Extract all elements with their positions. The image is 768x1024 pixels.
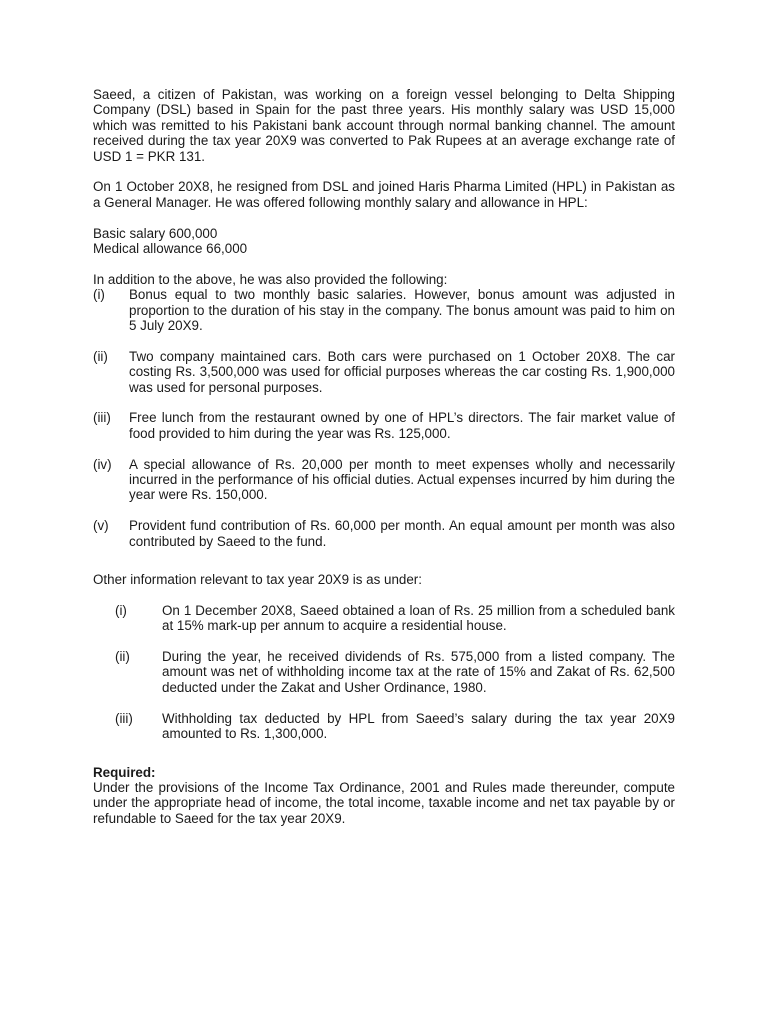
provided-item-iii xyxy=(93,410,675,441)
provided-item-iv xyxy=(93,457,675,503)
item-number: (i) xyxy=(115,602,127,618)
provided-intro: In addition to the above, he was also provided the following: xyxy=(93,271,448,287)
required-heading: Required: xyxy=(93,764,156,780)
document-page xyxy=(93,87,675,826)
item-text: Free lunch from the restaurant owned by one of HPL’s directors. The fair market value of food provided to him during the year was Rs. 125,000. xyxy=(129,410,675,441)
provided-item-v xyxy=(93,518,675,549)
provided-item-ii xyxy=(93,349,675,395)
provided-item-i xyxy=(93,287,675,333)
required-text: Under the provisions of the Income Tax Ordinance, 2001 and Rules made thereunder, compute under the appropriate head of income, the total income, taxable income and net tax payable by or refundable to Saeed for the tax year 20X9. xyxy=(93,779,675,826)
item-text: Withholding tax deducted by HPL from Saeed’s salary during the tax year 20X9 amounted to Rs. 1,300,000. xyxy=(162,710,675,742)
other-info-item-i xyxy=(93,603,675,634)
other-info-item-iii xyxy=(93,711,675,742)
other-info-heading: Other information relevant to tax year 20X9 is as under: xyxy=(93,572,422,588)
item-text: During the year, he received dividends of Rs. 575,000 from a listed company. The amount was net of withholding income tax at the rate of 15% and Zakat of Rs. 62,500 deducted under the Zakat and Usher Ordinance, 1980. xyxy=(162,649,675,695)
item-text: Provident fund contribution of Rs. 60,000 per month. An equal amount per month was also contributed by Saeed to the fund. xyxy=(129,518,675,549)
item-text: Bonus equal to two monthly basic salaries. However, bonus amount was adjusted in proportion to the duration of his stay in the company. The bonus amount was paid to him on 5 July 20X9. xyxy=(129,287,675,334)
other-info-item-ii xyxy=(93,649,675,695)
item-text: Two company maintained cars. Both cars were purchased on 1 October 20X8. The car costing Rs. 3,500,000 was used for official purposes whereas the car costing Rs. 1,900,000 was used for personal purposes. xyxy=(129,348,675,395)
intro-paragraph-2: On 1 October 20X8, he resigned from DSL and joined Haris Pharma Limited (HPL) in Pakistan as a General Manager. He was offered following monthly salary and allowance in HPL: xyxy=(93,179,675,210)
item-number: (ii) xyxy=(115,649,130,665)
item-text: A special allowance of Rs. 20,000 per month to meet expenses wholly and necessarily incurred in the performance of his official duties. Actual expenses incurred by him during the year were Rs. 150,000. xyxy=(129,456,675,503)
item-number: (v) xyxy=(93,518,109,534)
basic-salary-line: Basic salary 600,000 xyxy=(93,225,218,241)
item-text: On 1 December 20X8, Saeed obtained a loan of Rs. 25 million from a scheduled bank at 15% mark-up per annum to acquire a residential house. xyxy=(162,602,675,634)
item-number: (iv) xyxy=(93,456,112,472)
item-number: (i) xyxy=(93,287,105,303)
intro-paragraph-1: Saeed, a citizen of Pakistan, was working on a foreign vessel belonging to Delta Shipping Company (DSL) based in Spain for the past three years. His monthly salary was USD 15,000 which was remitted to his Pakistani bank account through normal banking channel. The amount received during the tax year 20X9 was converted to Pak Rupees at an average exchange rate of USD 1 = PKR 131. xyxy=(93,87,675,164)
item-number: (iii) xyxy=(93,410,111,426)
item-number: (ii) xyxy=(93,348,108,364)
medical-allowance-line: Medical allowance 66,000 xyxy=(93,241,248,257)
item-number: (iii) xyxy=(115,710,133,726)
